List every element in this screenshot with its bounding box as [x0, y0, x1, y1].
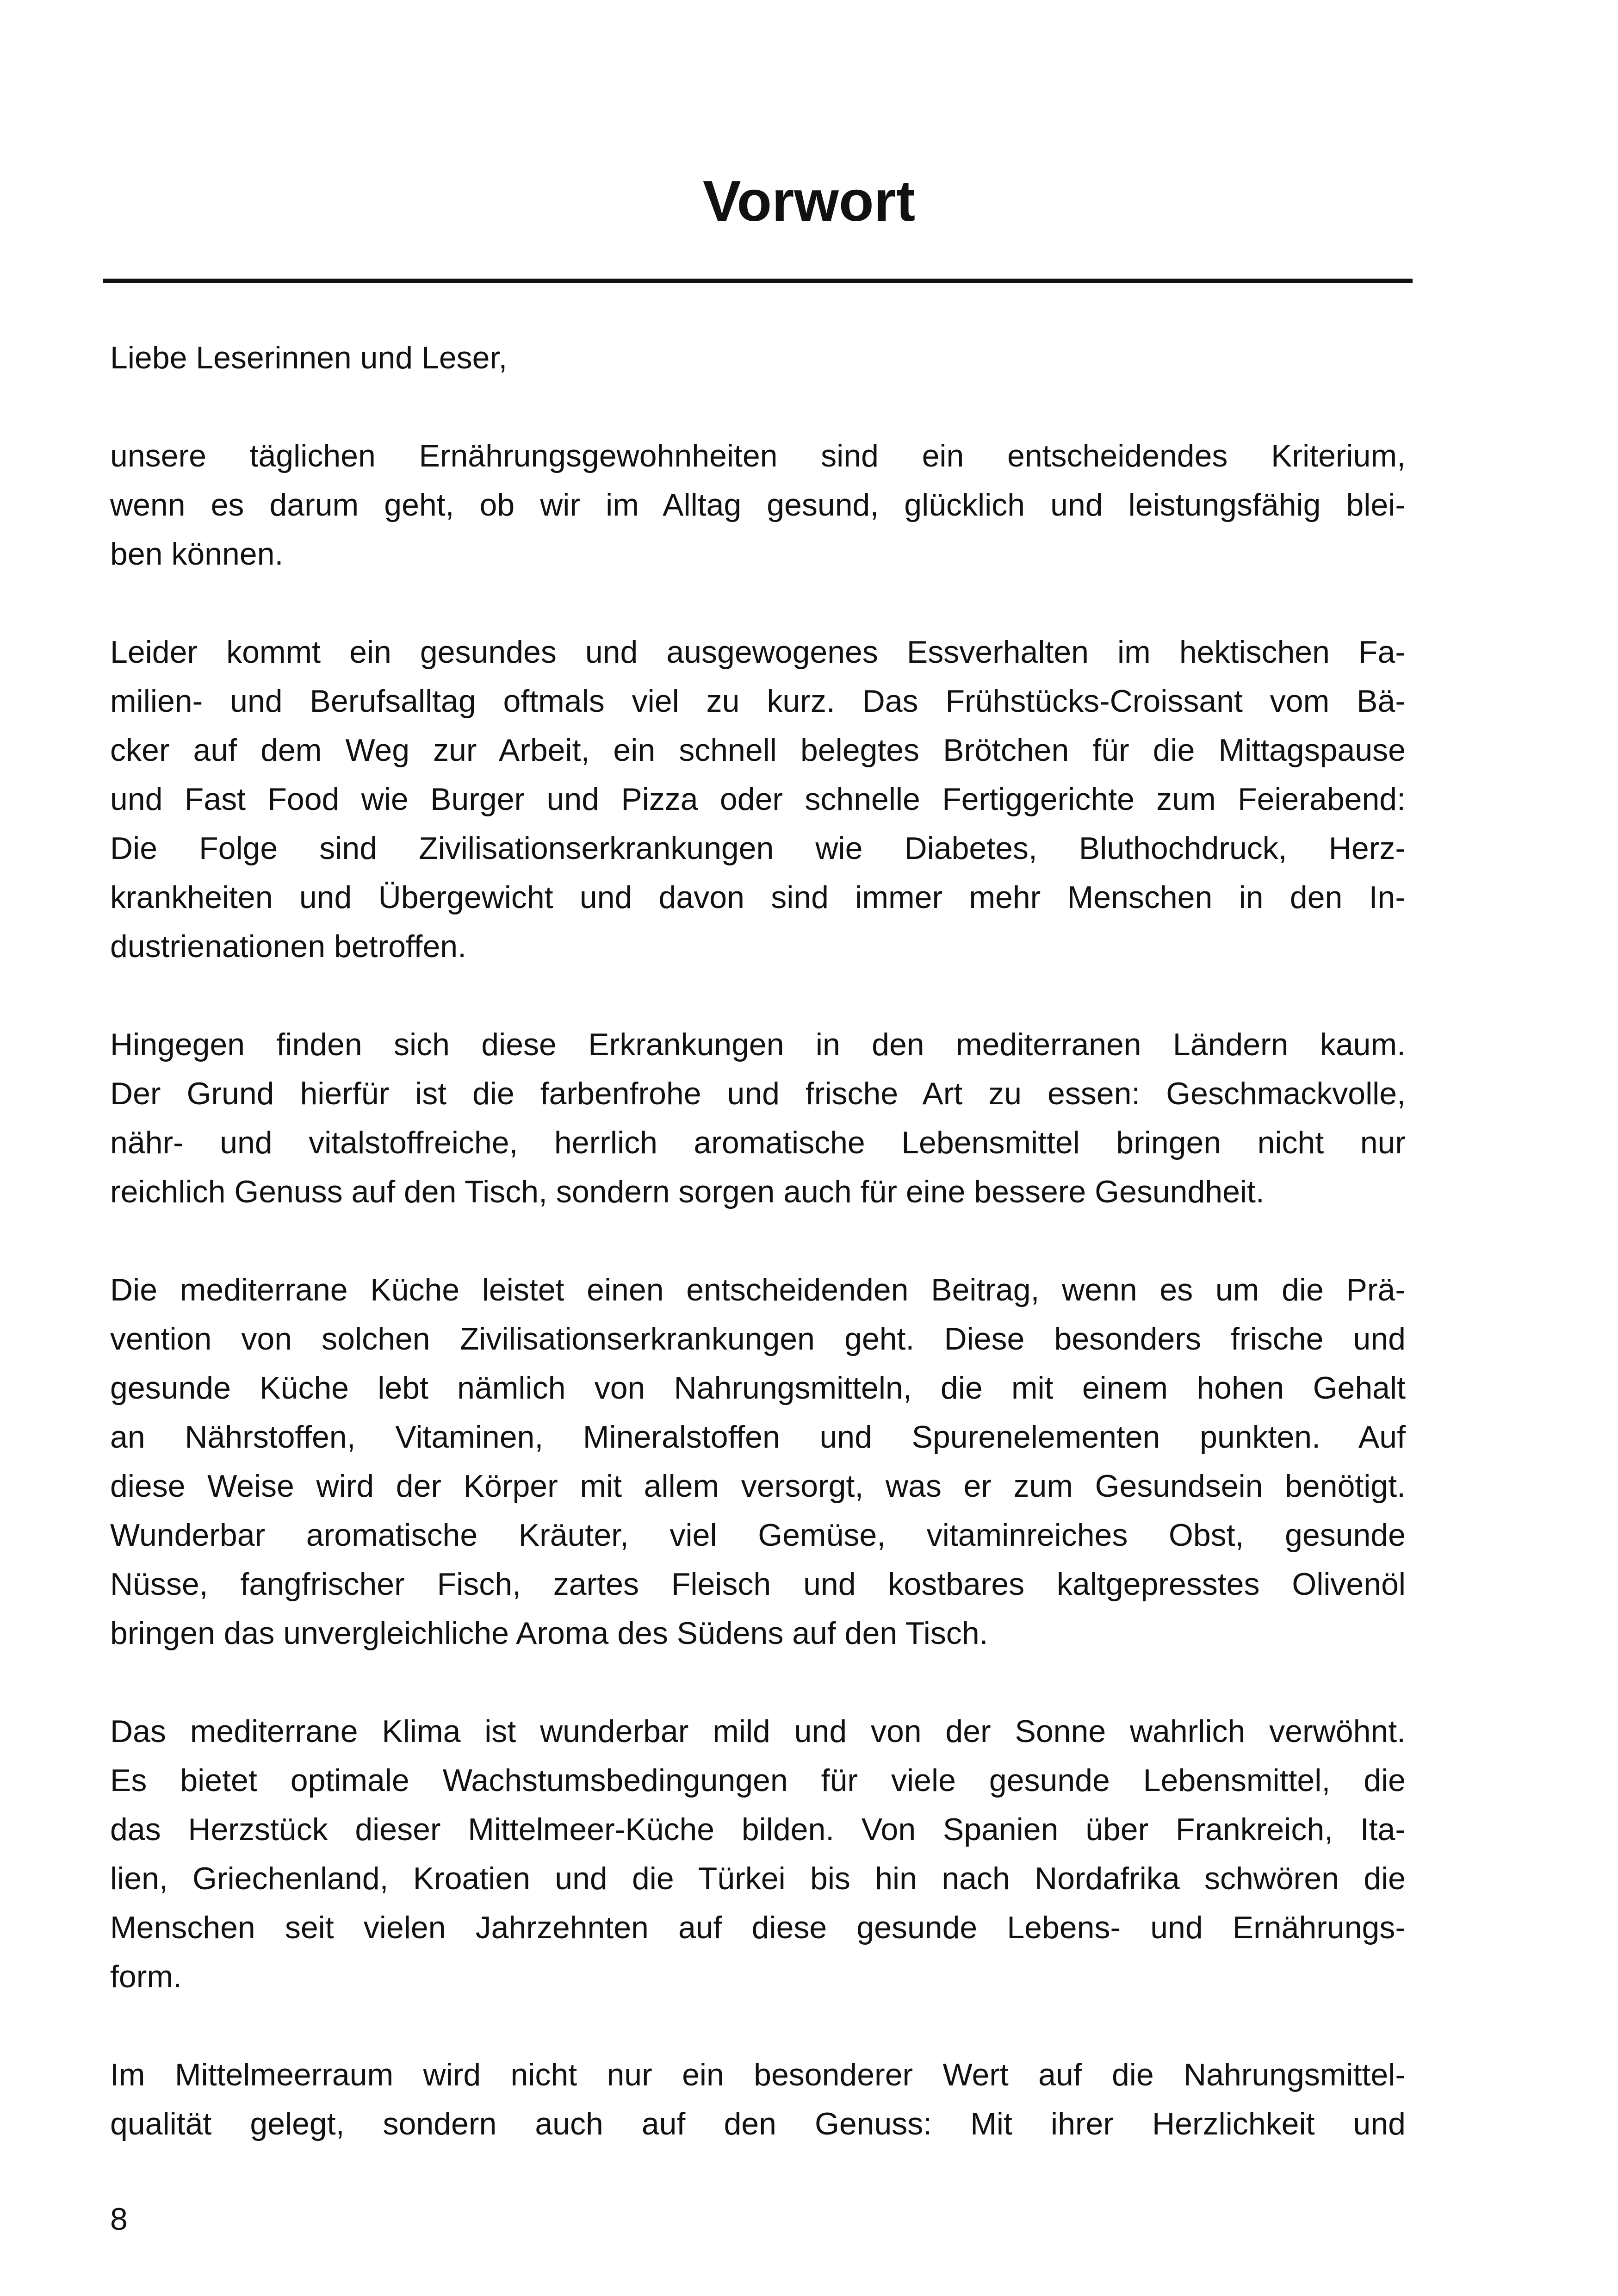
- text-line: form.: [110, 1959, 182, 1994]
- page-number: 8: [110, 2202, 128, 2237]
- paragraph: [110, 2050, 1406, 2148]
- text-line: diese Weise wird der Körper mit allem versorgt, was er zum Gesundsein benötigt.: [110, 1468, 1406, 1504]
- text-line: krankheiten und Übergewicht und davon sind immer mehr Menschen in den In-: [110, 880, 1406, 915]
- paragraph: [110, 628, 1406, 971]
- text-line: lien, Griechenland, Kroatien und die Türkei bis hin nach Nordafrika schwören die: [110, 1861, 1406, 1896]
- text-line: Der Grund hierfür ist die farbenfrohe und frische Art zu essen: Geschmackvolle,: [110, 1076, 1406, 1111]
- text-line: qualität gelegt, sondern auch auf den Genuss: Mit ihrer Herzlichkeit und: [110, 2106, 1406, 2141]
- text-line: dustrienationen betroffen.: [110, 929, 466, 964]
- paragraph: [110, 1265, 1406, 1658]
- text-line: und Fast Food wie Burger und Pizza oder schnelle Fertiggerichte zum Feierabend:: [110, 782, 1406, 817]
- text-line: Es bietet optimale Wachstumsbedingungen für viele gesunde Lebensmittel, die: [110, 1763, 1406, 1798]
- paragraph: [110, 431, 1406, 579]
- paragraph: [110, 1707, 1406, 2001]
- text-line: wenn es darum geht, ob wir im Alltag gesund, glücklich und leistungsfähig blei-: [110, 487, 1406, 523]
- title-divider: [103, 279, 1413, 283]
- text-line: Liebe Leserinnen und Leser,: [110, 340, 508, 375]
- text-line: an Nährstoffen, Vitaminen, Mineralstoffen und Spurenelementen punkten. Auf: [110, 1419, 1406, 1455]
- text-line: cker auf dem Weg zur Arbeit, ein schnell belegtes Brötchen für die Mittagspause: [110, 733, 1406, 768]
- text-line: Nüsse, fangfrischer Fisch, zartes Fleisch und kostbares kaltgepresstes Olivenöl: [110, 1567, 1406, 1602]
- paragraph: [110, 333, 1406, 382]
- text-line: Das mediterrane Klima ist wunderbar mild und von der Sonne wahrlich verwöhnt.: [110, 1714, 1406, 1749]
- text-line: gesunde Küche lebt nämlich von Nahrungsmitteln, die mit einem hohen Gehalt: [110, 1370, 1406, 1406]
- text-line: nähr- und vitalstoffreiche, herrlich aromatische Lebensmittel bringen nicht nur: [110, 1125, 1406, 1160]
- text-line: Hingegen finden sich diese Erkrankungen in den mediterranen Ländern kaum.: [110, 1027, 1406, 1062]
- text-line: Im Mittelmeerraum wird nicht nur ein besonderer Wert auf die Nahrungsmittel-: [110, 2057, 1406, 2092]
- text-line: milien- und Berufsalltag oftmals viel zu kurz. Das Frühstücks-Croissant vom Bä-: [110, 684, 1406, 719]
- text-line: Menschen seit vielen Jahrzehnten auf diese gesunde Lebens- und Ernährungs-: [110, 1910, 1406, 1945]
- text-line: unsere täglichen Ernährungsgewohnheiten sind ein entscheidendes Kriterium,: [110, 438, 1406, 473]
- page-title: Vorwort: [702, 169, 916, 233]
- text-line: ben können.: [110, 536, 284, 572]
- text-line: Leider kommt ein gesundes und ausgewogenes Essverhalten im hektischen Fa-: [110, 635, 1406, 670]
- text-line: bringen das unvergleichliche Aroma des Südens auf den Tisch.: [110, 1616, 988, 1651]
- paragraph: [110, 1020, 1406, 1216]
- text-line: Die mediterrane Küche leistet einen entscheidenden Beitrag, wenn es um die Prä-: [110, 1272, 1406, 1307]
- text-line: das Herzstück dieser Mittelmeer-Küche bilden. Von Spanien über Frankreich, Ita-: [110, 1812, 1406, 1847]
- text-line: reichlich Genuss auf den Tisch, sondern sorgen auch für eine bessere Gesundheit.: [110, 1174, 1265, 1209]
- body-text: [110, 333, 1406, 2197]
- text-line: vention von solchen Zivilisationserkrankungen geht. Diese besonders frische und: [110, 1321, 1406, 1356]
- text-line: Die Folge sind Zivilisationserkrankungen wie Diabetes, Bluthochdruck, Herz-: [110, 831, 1406, 866]
- text-line: Wunderbar aromatische Kräuter, viel Gemüse, vitaminreiches Obst, gesunde: [110, 1518, 1406, 1553]
